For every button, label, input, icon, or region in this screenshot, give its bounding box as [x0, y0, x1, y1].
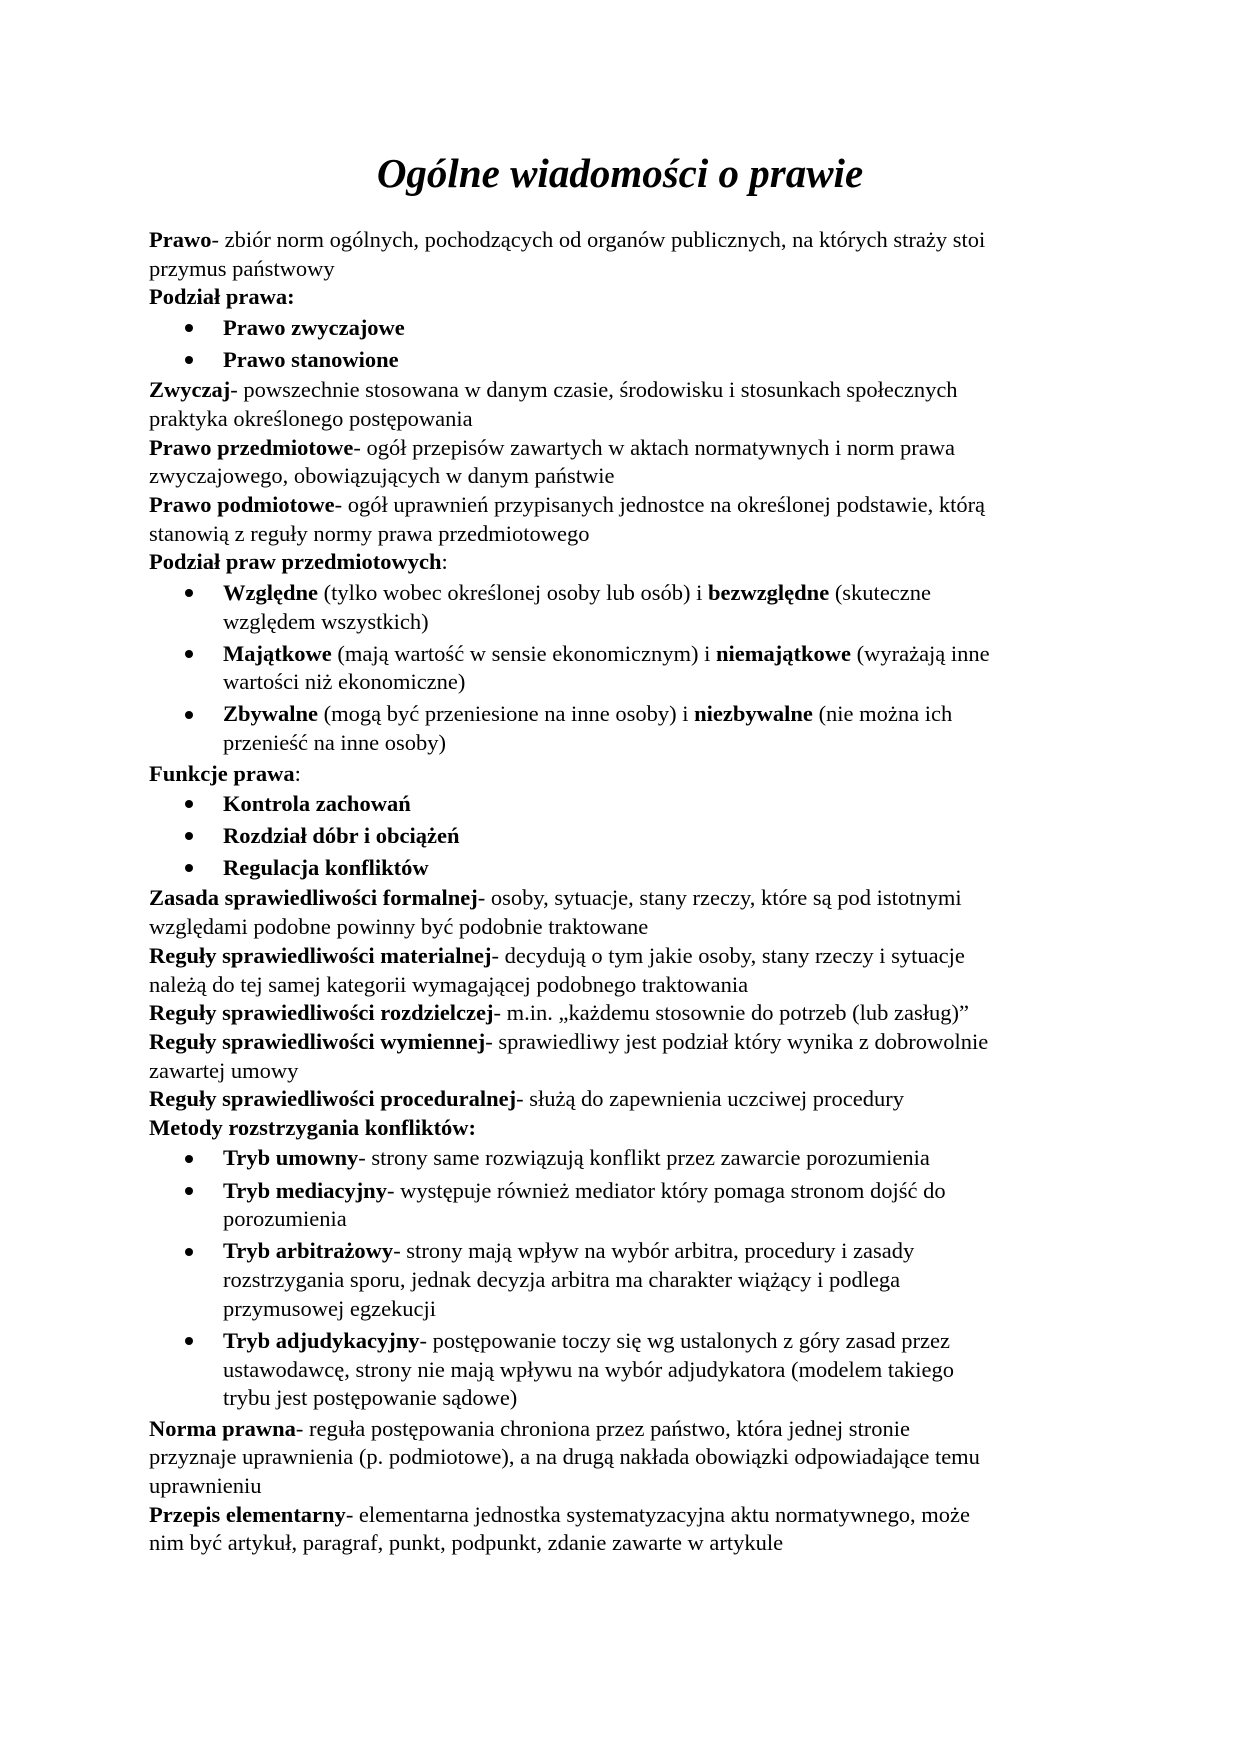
- term-bold: Tryb arbitrażowy: [223, 1238, 394, 1264]
- list-item: [149, 577, 1149, 638]
- text-run: - reguła postępowania chroniona przez państwo, która jednej stronie przyznaje uprawnienia (p. podmiotowe), a na drugą nakłada obowiązki odpowiadające temu uprawnieniu: [149, 1415, 980, 1499]
- text-run: :: [294, 760, 301, 786]
- text-run: - m.in. „każdemu stosownie do potrzeb (lub zasług)”: [493, 1000, 970, 1026]
- term-bold: Prawo: [149, 227, 212, 252]
- term-bold: Zwyczaj: [149, 377, 231, 403]
- paragraph: [149, 283, 1149, 312]
- bullet-icon: [185, 1177, 193, 1206]
- term-bold: Regulacja konfliktów: [223, 855, 429, 881]
- text-run: - strony same rozwiązują konflikt przez zawarcie porozumienia: [358, 1145, 930, 1171]
- text-run: - ogół przepisów zawartych w aktach normatywnych i norm prawa zwyczajowego, obowiązujących w danym państwie: [149, 434, 955, 489]
- term-bold: Reguły sprawiedliwości proceduralnej: [149, 1086, 517, 1112]
- bullet-icon: [185, 1327, 193, 1356]
- paragraph: [149, 1085, 1149, 1114]
- paragraph: [149, 999, 1149, 1028]
- list-item: [149, 638, 1149, 699]
- bullet-icon: [185, 314, 193, 343]
- list-item: [149, 1143, 1149, 1175]
- list-item: [149, 699, 1149, 760]
- list-item: [149, 1236, 1149, 1325]
- bullet-icon: [185, 700, 193, 729]
- paragraph: [149, 760, 1149, 789]
- bullet-list: [149, 312, 1149, 376]
- term-bold: Przepis elementarny: [149, 1501, 346, 1527]
- bullet-icon: [185, 1237, 193, 1266]
- paragraph: [149, 1028, 1149, 1085]
- term-bold: Reguły sprawiedliwości materialnej: [149, 942, 492, 968]
- bullet-icon: [185, 822, 193, 851]
- list-item: [149, 312, 1149, 344]
- term-bold: Względne: [223, 579, 318, 605]
- text-run: - zbiór norm ogólnych, pochodzących od organów publicznych, na których straży stoi przymus państwowy: [149, 227, 986, 281]
- text-run: - elementarna jednostka systematyzacyjna aktu normatywnego, może nim być artykuł, paragraf, punkt, podpunkt, zdanie zawarte w artykule: [149, 1501, 970, 1556]
- term-bold: Funkcje prawa: [149, 760, 295, 786]
- text-run: - decydują o tym jakie osoby, stany rzeczy i sytuacje należą do tej samej kategorii wymagającej podobnego traktowania: [149, 942, 965, 997]
- bullet-list: [149, 788, 1149, 884]
- paragraph: [149, 548, 1149, 577]
- term-bold: Zbywalne: [223, 701, 319, 727]
- text-run: (mają wartość w sensie ekonomicznym) i: [331, 640, 716, 666]
- term-bold: Prawo podmiotowe: [149, 492, 335, 518]
- bullet-icon: [185, 790, 193, 819]
- paragraph: [149, 376, 1149, 433]
- term-bold: Majątkowe: [223, 640, 332, 666]
- document-title: Ogólne wiadomości o prawie: [376, 150, 864, 196]
- term-bold: niezbywalne: [694, 701, 813, 727]
- list-item: [149, 820, 1149, 852]
- paragraph: [149, 434, 1149, 491]
- document-body: [149, 226, 1149, 1558]
- paragraph: [149, 1415, 1149, 1501]
- term-bold: Podział praw przedmiotowych: [149, 549, 442, 575]
- text-run: - służą do zapewnienia uczciwej procedury: [516, 1086, 905, 1112]
- term-bold: Reguły sprawiedliwości rozdzielczej: [149, 1000, 494, 1026]
- text-run: - występuje również mediator który pomaga stronom dojść do porozumienia: [223, 1177, 946, 1232]
- paragraph: [149, 1501, 1149, 1558]
- list-item: [149, 852, 1149, 884]
- list-item: [149, 344, 1149, 376]
- list-item: [149, 1325, 1149, 1414]
- text-run: - osoby, sytuacje, stany rzeczy, które są pod istotnymi względami podobne powinny być podobnie traktowane: [149, 885, 962, 940]
- bullet-list: [149, 577, 1149, 759]
- bullet-icon: [185, 854, 193, 883]
- bullet-icon: [185, 346, 193, 375]
- term-bold: Metody rozstrzygania konfliktów:: [149, 1115, 477, 1141]
- paragraph: [149, 491, 1149, 548]
- text-run: (wyrażają inne wartości niż ekonomiczne): [223, 640, 990, 695]
- text-run: - strony mają wpływ na wybór arbitra, procedury i zasady rozstrzygania sporu, jednak decyzja arbitra ma charakter wiążący i podlega przymusowej egzekucji: [223, 1238, 915, 1321]
- bullet-icon: [185, 579, 193, 608]
- text-run: - postępowanie toczy się wg ustalonych z góry zasad przez ustawodawcę, strony nie mają wpływu na wybór adjudykatora (modelem takiego trybu jest postępowanie sądowe): [223, 1327, 955, 1411]
- paragraph: [149, 942, 1149, 999]
- text-run: (mogą być przeniesione na inne osoby) i: [318, 701, 695, 727]
- term-bold: Podział prawa:: [149, 284, 295, 310]
- text-run: (skuteczne względem wszystkich): [223, 579, 932, 634]
- term-bold: Tryb mediacyjny: [223, 1177, 387, 1203]
- text-run: - ogół uprawnień przypisanych jednostce na określonej podstawie, którą stanowią z reguły normy prawa przedmiotowego: [149, 492, 986, 546]
- term-bold: niemajątkowe: [716, 640, 851, 666]
- term-bold: Prawo przedmiotowe: [149, 434, 354, 460]
- term-bold: Tryb adjudykacyjny: [223, 1327, 420, 1353]
- list-item: [149, 1175, 1149, 1236]
- term-bold: Prawo stanowione: [223, 346, 399, 372]
- paragraph: [149, 884, 1149, 941]
- term-bold: bezwzględne: [707, 579, 830, 605]
- list-item: [149, 788, 1149, 820]
- bullet-icon: [185, 640, 193, 669]
- term-bold: Kontrola zachowań: [223, 790, 411, 816]
- bullet-list: [149, 1143, 1149, 1415]
- term-bold: Prawo zwyczajowe: [223, 314, 405, 340]
- paragraph: [149, 1114, 1149, 1143]
- text-run: (tylko wobec określonej osoby lub osób) i: [318, 579, 708, 605]
- term-bold: Zasada sprawiedliwości formalnej: [149, 885, 478, 911]
- paragraph: [149, 226, 1149, 283]
- term-bold: Rozdział dóbr i obciążeń: [223, 823, 460, 848]
- term-bold: Tryb umowny: [223, 1145, 359, 1171]
- term-bold: Reguły sprawiedliwości wymiennej: [149, 1028, 486, 1054]
- text-run: :: [441, 549, 448, 575]
- term-bold: Norma prawna: [149, 1415, 296, 1441]
- text-run: - sprawiedliwy jest podział który wynika z dobrowolnie zawartej umowy: [149, 1028, 989, 1083]
- text-run: - powszechnie stosowana w danym czasie, środowisku i stosunkach społecznych praktyka określonego postępowania: [149, 377, 958, 431]
- bullet-icon: [185, 1144, 193, 1173]
- text-run: (nie można ich przenieść na inne osoby): [223, 701, 953, 756]
